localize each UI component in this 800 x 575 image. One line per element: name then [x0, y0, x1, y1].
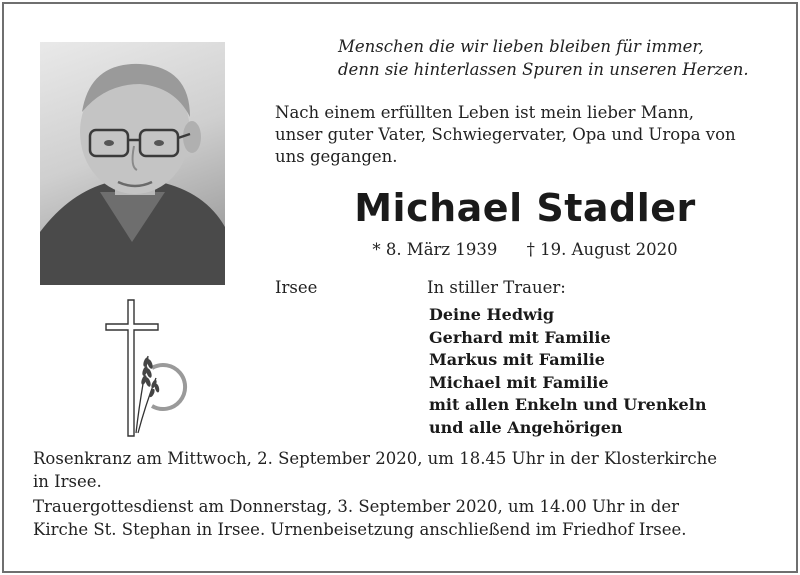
rosary-notice [33, 447, 773, 493]
mourner-item: Michael mit Familie [429, 372, 609, 392]
birth-date: * 8. März 1939 [372, 240, 498, 259]
life-dates [275, 240, 775, 259]
mourner-item: mit allen Enkeln und Urenkeln [429, 395, 707, 414]
death-date: † 19. August 2020 [526, 240, 678, 259]
quote-line: Menschen die wir lieben bleiben für immer, [338, 37, 704, 56]
funeral-service-notice [33, 495, 773, 541]
notice-line: in Irsee. [33, 472, 102, 491]
notice-line: Kirche St. Stephan in Irsee. Urnenbeisetzung anschließend im Friedhof Irsee. [33, 520, 687, 539]
mourner-item: und alle Angehörigen [429, 417, 623, 437]
mourners-list [429, 304, 706, 439]
deceased-name: Michael Stadler [354, 186, 696, 230]
mourning-label: In stiller Trauer: [427, 278, 566, 297]
intro-line: uns gegangen. [275, 147, 398, 166]
quote-line: denn sie hinterlassen Spuren in unseren Herzen. [338, 60, 749, 79]
portrait-photo [40, 42, 225, 285]
intro-text [275, 102, 775, 168]
notice-line: Trauergottesdienst am Donnerstag, 3. September 2020, um 14.00 Uhr in der [33, 497, 679, 516]
intro-line: unser guter Vater, Schwiegervater, Opa und Uropa von [275, 125, 736, 144]
intro-line: Nach einem erfüllten Leben ist mein lieber Mann, [275, 103, 695, 122]
cross-with-wheat-icon [100, 298, 190, 442]
mourner-item: Gerhard mit Familie [429, 327, 611, 347]
memorial-quote [338, 35, 778, 81]
mourner-item: Deine Hedwig [429, 305, 555, 324]
place-name: Irsee [275, 278, 318, 297]
mourner-item: Markus mit Familie [429, 350, 605, 369]
notice-line: Rosenkranz am Mittwoch, 2. September 2020, um 18.45 Uhr in der Klosterkirche [33, 449, 718, 468]
